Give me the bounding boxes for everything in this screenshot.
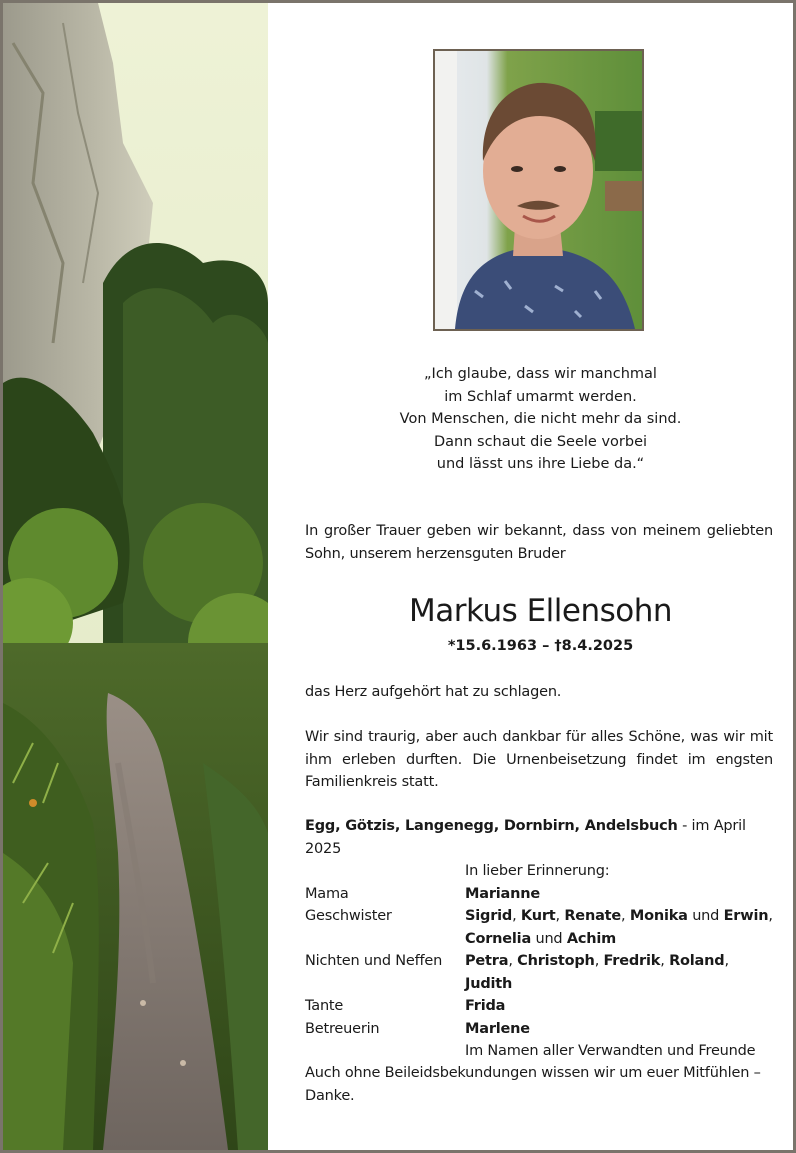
role-label: Nichten und Neffen: [305, 953, 443, 969]
family-row-siblings: [305, 905, 777, 950]
family-name: Erwin: [723, 908, 769, 924]
forest-path-photo: [3, 3, 268, 1150]
separator: ,: [768, 908, 773, 924]
life-dates: *15.6.1963 – †8.4.2025: [447, 638, 634, 654]
role-label: Mama: [305, 885, 349, 902]
role-label: Geschwister: [305, 908, 392, 924]
family-name: Marianne: [465, 885, 540, 902]
places-date: - im April 2025: [305, 818, 746, 857]
family-name: Judith: [465, 975, 513, 992]
separator: ,: [512, 908, 521, 924]
deceased-name: Markus Ellensohn: [408, 593, 673, 629]
family-name: Marlene: [465, 1020, 530, 1037]
quote-line: Dann schaut die Seele vorbei: [433, 433, 648, 450]
family-outro-row: [305, 1040, 777, 1063]
closing-text: Auch ohne Beileidsbekundungen wissen wir um euer Mitfühlen – Danke.: [305, 1065, 761, 1104]
quote-line: „Ich glaube, dass wir manchmal: [424, 366, 657, 382]
separator: ,: [621, 908, 630, 924]
family-name: Fredrik: [603, 953, 661, 969]
family-outro: Im Namen aller Verwandten und Freunde: [465, 1043, 756, 1059]
message-text: Wir sind traurig, aber auch dankbar für alles Schöne, was wir mit ihm erleben durften. Die Urnenbeisetzung findet im engsten Familienkreis statt.: [305, 729, 773, 790]
family-row-caregiver: [305, 1018, 777, 1041]
separator: ,: [724, 953, 729, 969]
memorial-quote: [303, 363, 778, 476]
family-name: Roland: [669, 953, 725, 969]
separator: ,: [594, 953, 604, 969]
family-name: Renate: [564, 908, 622, 924]
separator: ,: [555, 908, 565, 924]
portrait-photo: [433, 49, 644, 331]
separator: und: [531, 930, 567, 947]
family-list: [305, 860, 777, 1063]
family-intro: In lieber Erinnerung:: [465, 863, 610, 879]
family-row-aunt: [305, 995, 777, 1018]
family-name: Petra: [465, 953, 509, 969]
family-name: Monika: [629, 908, 688, 924]
family-row-mama: [305, 883, 777, 906]
places-towns: Egg, Götzis, Langenegg, Dornbirn, Andelsbuch: [305, 818, 678, 834]
family-name: Achim: [566, 930, 617, 947]
role-label: Betreuerin: [305, 1020, 380, 1037]
quote-line: und lässt uns ihre Liebe da.“: [436, 456, 645, 472]
announcement-text: In großer Trauer geben wir bekannt, dass von meinem geliebten Sohn, unserem herzensguten Bruder: [305, 523, 773, 562]
family-name: Christoph: [517, 953, 595, 969]
family-name: Sigrid: [465, 908, 513, 924]
role-label: Tante: [305, 998, 344, 1014]
quote-line: Von Menschen, die nicht mehr da sind.: [399, 411, 682, 427]
separator: ,: [508, 953, 518, 969]
family-name: Cornelia: [465, 930, 532, 947]
separator: und: [687, 908, 724, 924]
family-name: Frida: [465, 998, 506, 1014]
quote-line: im Schlaf umarmt werden.: [444, 388, 637, 405]
family-name: Kurt: [520, 908, 556, 924]
heart-line-text: das Herz aufgehört hat zu schlagen.: [305, 684, 562, 700]
family-row-nieces: [305, 950, 777, 995]
separator: ,: [660, 953, 670, 969]
places-line: [305, 815, 775, 860]
family-intro-row: [305, 860, 777, 883]
